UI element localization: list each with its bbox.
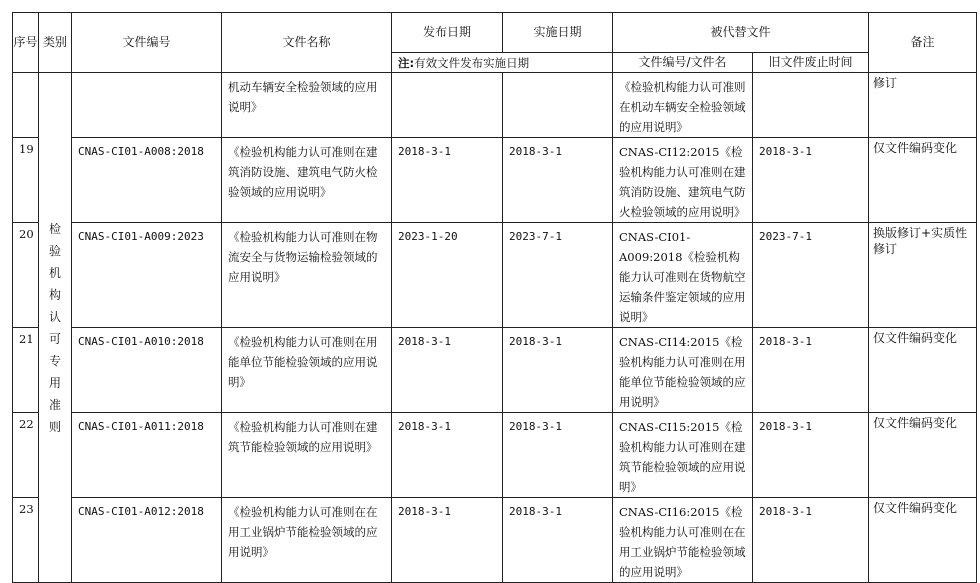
header-replaced-no-name: 文件编号/文件名 — [613, 53, 753, 73]
replaced-cell: CNAS-CI15:2015《检验机构能力认可准则在建筑节能检验领域的应用说明》 — [613, 413, 753, 498]
note-text: 有效文件发布实施日期 — [414, 55, 530, 70]
doc-no-cell: CNAS-CI01-A010:2018 — [72, 328, 222, 413]
abolish-cell: 2018-3-1 — [753, 498, 869, 583]
publish-cell: 2018-3-1 — [392, 138, 503, 223]
remarks-cell: 仅文件编码变化 — [869, 498, 977, 583]
remarks-cell: 仅文件编码变化 — [869, 328, 977, 413]
header-remarks: 备注 — [869, 13, 977, 73]
header-doc-no: 文件编号 — [72, 13, 222, 73]
replaced-cell: CNAS-CI01-A009:2018《检验机构能力认可准则在货物航空运输条件鉴定领域的应用说明》 — [613, 223, 753, 328]
seq-cell: 22 — [13, 413, 39, 498]
category-char: 可 — [48, 331, 61, 346]
publish-cell: 2023-1-20 — [392, 223, 503, 328]
doc-name-cell: 《检验机构能力认可准则在建筑消防设施、建筑电气防火检验领域的应用说明》 — [222, 138, 392, 223]
publish-cell: 2018-3-1 — [392, 328, 503, 413]
replaced-cell: CNAS-CI14:2015《检验机构能力认可准则在用能单位节能检验领域的应用说明》 — [613, 328, 753, 413]
category-char: 则 — [48, 419, 61, 434]
effective-cell — [503, 73, 613, 138]
doc-no-cell — [72, 73, 222, 138]
abolish-cell: 2023-7-1 — [753, 223, 869, 328]
abolish-cell: 2018-3-1 — [753, 328, 869, 413]
seq-cell — [13, 73, 39, 138]
remarks-cell: 修订 — [869, 73, 977, 138]
table-row — [13, 223, 977, 328]
remarks-cell: 仅文件编码变化 — [869, 413, 977, 498]
seq-cell: 21 — [13, 328, 39, 413]
category-char: 检 — [48, 221, 61, 236]
doc-name-cell: 机动车辆安全检验领域的应用说明》 — [222, 73, 392, 138]
document-table — [12, 12, 977, 583]
category-cell — [39, 73, 72, 583]
replaced-cell: 《检验机构能力认可准则在机动车辆安全检验领域的应用说明》 — [613, 73, 753, 138]
table-row-continuation — [13, 73, 977, 138]
doc-no-cell: CNAS-CI01-A008:2018 — [72, 138, 222, 223]
header-publish-date: 发布日期 — [392, 13, 503, 53]
table-row — [13, 413, 977, 498]
effective-cell: 2018-3-1 — [503, 413, 613, 498]
table-row — [13, 498, 977, 583]
replaced-cell: CNAS-CI12:2015《检验机构能力认可准则在建筑消防设施、建筑电气防火检验领域的应用说明》 — [613, 138, 753, 223]
header-category: 类别 — [39, 13, 72, 73]
category-char: 验 — [48, 243, 61, 258]
note-label: 注: — [398, 55, 415, 70]
effective-cell: 2023-7-1 — [503, 223, 613, 328]
seq-cell: 19 — [13, 138, 39, 223]
table-row — [13, 138, 977, 223]
doc-name-cell: 《检验机构能力认可准则在建筑节能检验领域的应用说明》 — [222, 413, 392, 498]
category-char: 专 — [48, 353, 61, 368]
header-replaced-abolish: 旧文件废止时间 — [753, 53, 869, 73]
publish-cell — [392, 73, 503, 138]
effective-cell: 2018-3-1 — [503, 498, 613, 583]
header-effective-date: 实施日期 — [503, 13, 613, 53]
category-char: 认 — [48, 309, 61, 324]
seq-cell: 20 — [13, 223, 39, 328]
seq-cell: 23 — [13, 498, 39, 583]
category-char: 用 — [48, 375, 61, 390]
remarks-cell: 仅文件编码变化 — [869, 138, 977, 223]
publish-cell: 2018-3-1 — [392, 498, 503, 583]
category-char: 准 — [48, 397, 61, 412]
category-char: 机 — [48, 265, 61, 280]
abolish-cell — [753, 73, 869, 138]
effective-cell: 2018-3-1 — [503, 138, 613, 223]
doc-no-cell: CNAS-CI01-A012:2018 — [72, 498, 222, 583]
header-seq: 序号 — [13, 13, 39, 73]
header-replaced: 被代替文件 — [613, 13, 869, 53]
abolish-cell: 2018-3-1 — [753, 413, 869, 498]
doc-no-cell: CNAS-CI01-A011:2018 — [72, 413, 222, 498]
publish-cell: 2018-3-1 — [392, 413, 503, 498]
doc-no-cell: CNAS-CI01-A009:2023 — [72, 223, 222, 328]
header-doc-name: 文件名称 — [222, 13, 392, 73]
header-note — [392, 53, 613, 73]
replaced-cell: CNAS-CI16:2015《检验机构能力认可准则在在用工业锅炉节能检验领域的应用说明》 — [613, 498, 753, 583]
doc-name-cell: 《检验机构能力认可准则在在用工业锅炉节能检验领域的应用说明》 — [222, 498, 392, 583]
remarks-cell: 换版修订+实质性修订 — [869, 223, 977, 328]
doc-name-cell: 《检验机构能力认可准则在物流安全与货物运输检验领域的应用说明》 — [222, 223, 392, 328]
category-char: 构 — [48, 287, 61, 302]
doc-name-cell: 《检验机构能力认可准则在用能单位节能检验领域的应用说明》 — [222, 328, 392, 413]
table-row — [13, 328, 977, 413]
abolish-cell: 2018-3-1 — [753, 138, 869, 223]
effective-cell: 2018-3-1 — [503, 328, 613, 413]
